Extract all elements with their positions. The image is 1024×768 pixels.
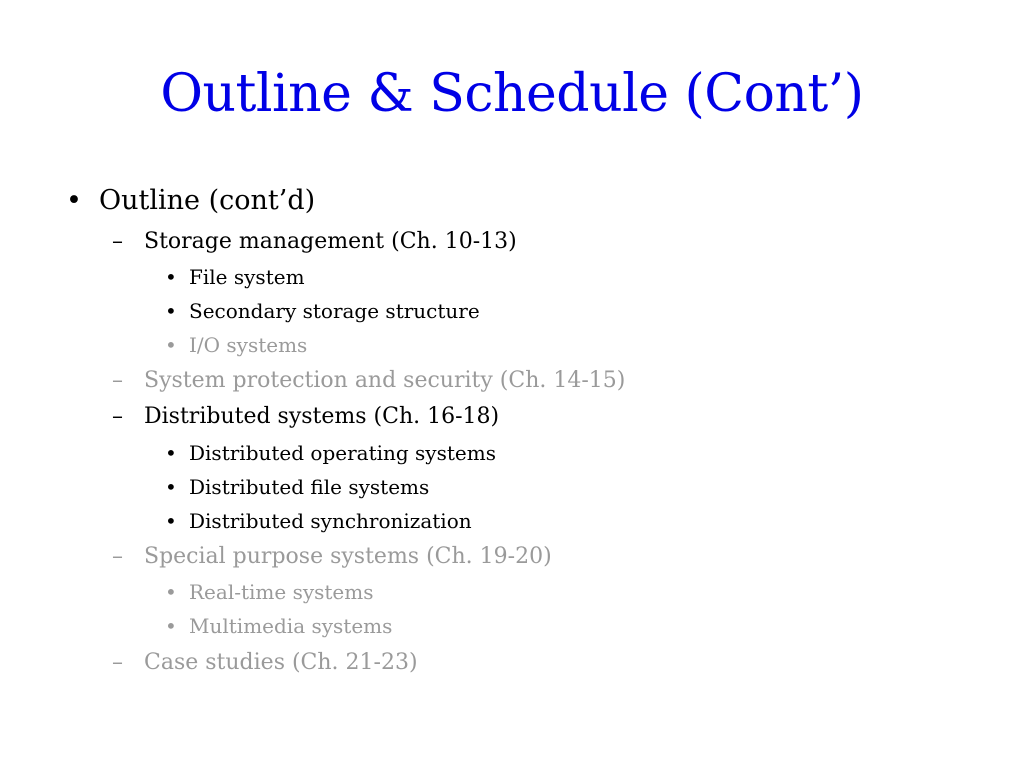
bullet-icon: • (165, 441, 177, 465)
topic-label: Distributed systems (Ch. 16-18) (144, 404, 500, 429)
bullet-icon: • (165, 580, 177, 604)
subtopic-label: File system (189, 265, 305, 289)
subtopic-label: Secondary storage structure (189, 299, 480, 323)
topic-label: System protection and security (Ch. 14-15) (144, 368, 626, 393)
dash-icon: – (112, 650, 123, 675)
topic-label: Storage management (Ch. 10-13) (144, 229, 517, 254)
topic-label: Special purpose systems (Ch. 19-20) (144, 544, 552, 569)
subtopic-label: I/O systems (189, 333, 308, 357)
dash-icon: – (112, 404, 123, 429)
topic-label: Case studies (Ch. 21-23) (144, 650, 418, 675)
subtopic-label: Multimedia systems (189, 614, 393, 638)
bullet-icon: • (165, 509, 177, 533)
slide-title: Outline & Schedule (Cont’) (160, 64, 864, 124)
subtopic-label: Distributed operating systems (189, 441, 496, 465)
subtopic-label: Real-time systems (189, 580, 374, 604)
dash-icon: – (112, 368, 123, 393)
bullet-icon: • (165, 265, 177, 289)
outline-heading-label: Outline (cont’d) (99, 185, 316, 216)
dash-icon: – (112, 229, 123, 254)
bullet-icon: • (165, 333, 177, 357)
bullet-icon: • (165, 475, 177, 499)
subtopic-label: Distributed synchronization (189, 509, 472, 533)
dash-icon: – (112, 544, 123, 569)
bullet-icon: • (165, 299, 177, 323)
bullet-icon: • (66, 185, 82, 216)
bullet-icon: • (165, 614, 177, 638)
subtopic-label: Distributed file systems (189, 475, 430, 499)
